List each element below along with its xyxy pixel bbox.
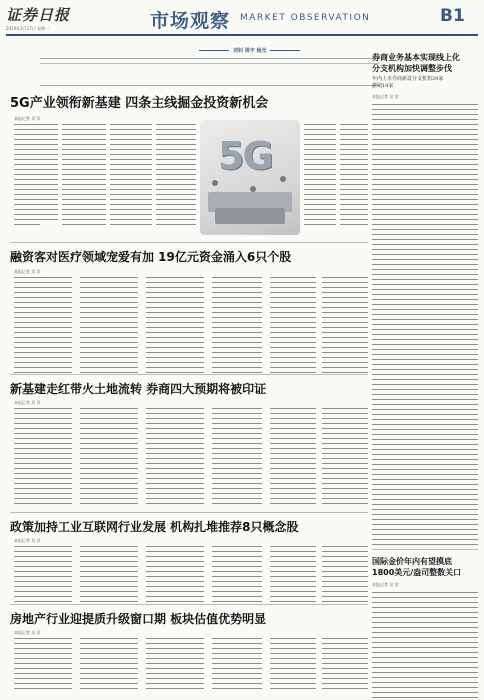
side-body-1	[372, 104, 478, 545]
article-body-3b	[80, 408, 138, 508]
article-body-5c	[146, 638, 204, 693]
article-body-2a	[14, 277, 72, 377]
article-body-3d	[212, 408, 262, 508]
page-number: B1	[440, 6, 465, 26]
issue-date: 2020年2月17日 星期一	[6, 26, 50, 31]
side-byline-1: 本报记者 吴 洋	[372, 94, 399, 99]
summary-box	[40, 58, 380, 86]
article-body-1b	[62, 124, 106, 229]
article-body-3f	[322, 408, 368, 508]
article-body-1a	[14, 124, 58, 229]
article-byline-5: 本报记者 吴 洋	[14, 630, 41, 635]
article-headline-5: 房地产行业迎提质升级窗口期 板块估值优势明显	[10, 612, 267, 626]
article-body-4c	[146, 546, 204, 606]
side-body-2	[372, 592, 478, 700]
side-subhead-1: 年内上市券商新设分支机构29家 撤销18家	[372, 76, 444, 89]
article-headline-2: 融资客对医疗领域宠爱有加 19亿元资金涌入6只个股	[10, 250, 292, 264]
article-byline-3: 本报记者 吴 洋	[14, 400, 41, 405]
article-body-5d	[212, 638, 262, 693]
article-body-2c	[146, 277, 204, 377]
article-body-5b	[80, 638, 138, 693]
article-body-2f	[322, 277, 368, 377]
article-body-4b	[80, 546, 138, 606]
editor-credits: 刘钊 周宇 杨光	[195, 47, 304, 54]
masthead-rule	[6, 34, 478, 36]
article-body-1e	[304, 124, 336, 229]
article-headline-4: 政策加持工业互联网行业发展 机构扎堆推荐8只概念股	[10, 520, 299, 534]
article-headline-1: 5G产业领衔新基建 四条主线掘金投资新机会	[10, 96, 269, 111]
article-body-5e	[270, 638, 316, 693]
article-body-1f	[340, 124, 368, 229]
side-headline-2: 国际金价年内有望摸底 1800美元/盎司整数关口	[372, 557, 462, 577]
article-body-4f	[322, 546, 368, 606]
article-body-2e	[270, 277, 316, 377]
article-body-1d	[156, 124, 196, 229]
article-body-4a	[14, 546, 72, 606]
article-photo-5g	[200, 120, 300, 235]
article-body-3c	[146, 408, 204, 508]
side-byline-2: 本报记者 吴 洋	[372, 582, 399, 587]
side-headline-1: 券商业务基本实现线上化 分支机构加快调整步伐	[372, 53, 460, 73]
article-body-4d	[212, 546, 262, 606]
photo-5g-label: 5G	[218, 134, 272, 178]
article-byline-2: 本报记者 吴 洋	[14, 269, 41, 274]
article-byline-1: 本报记者 吴 洋	[14, 116, 41, 121]
section-title: 市场观察	[150, 10, 231, 32]
section-title-en: MARKET OBSERVATION	[240, 13, 371, 23]
article-byline-4: 本报记者 吴 洋	[14, 538, 41, 543]
article-headline-3: 新基建走红带火土地流转 券商四大预期将被印证	[10, 382, 267, 396]
article-body-1c	[110, 124, 152, 229]
side-column	[372, 52, 478, 692]
article-body-3a	[14, 408, 72, 508]
article-body-5a	[14, 638, 72, 693]
article-body-2d	[212, 277, 262, 377]
article-body-2b	[80, 277, 138, 377]
article-body-3e	[270, 408, 316, 508]
article-body-4e	[270, 546, 316, 606]
newspaper-logo: 证券日报	[6, 6, 71, 24]
masthead	[0, 0, 484, 54]
article-body-5f	[322, 638, 368, 693]
